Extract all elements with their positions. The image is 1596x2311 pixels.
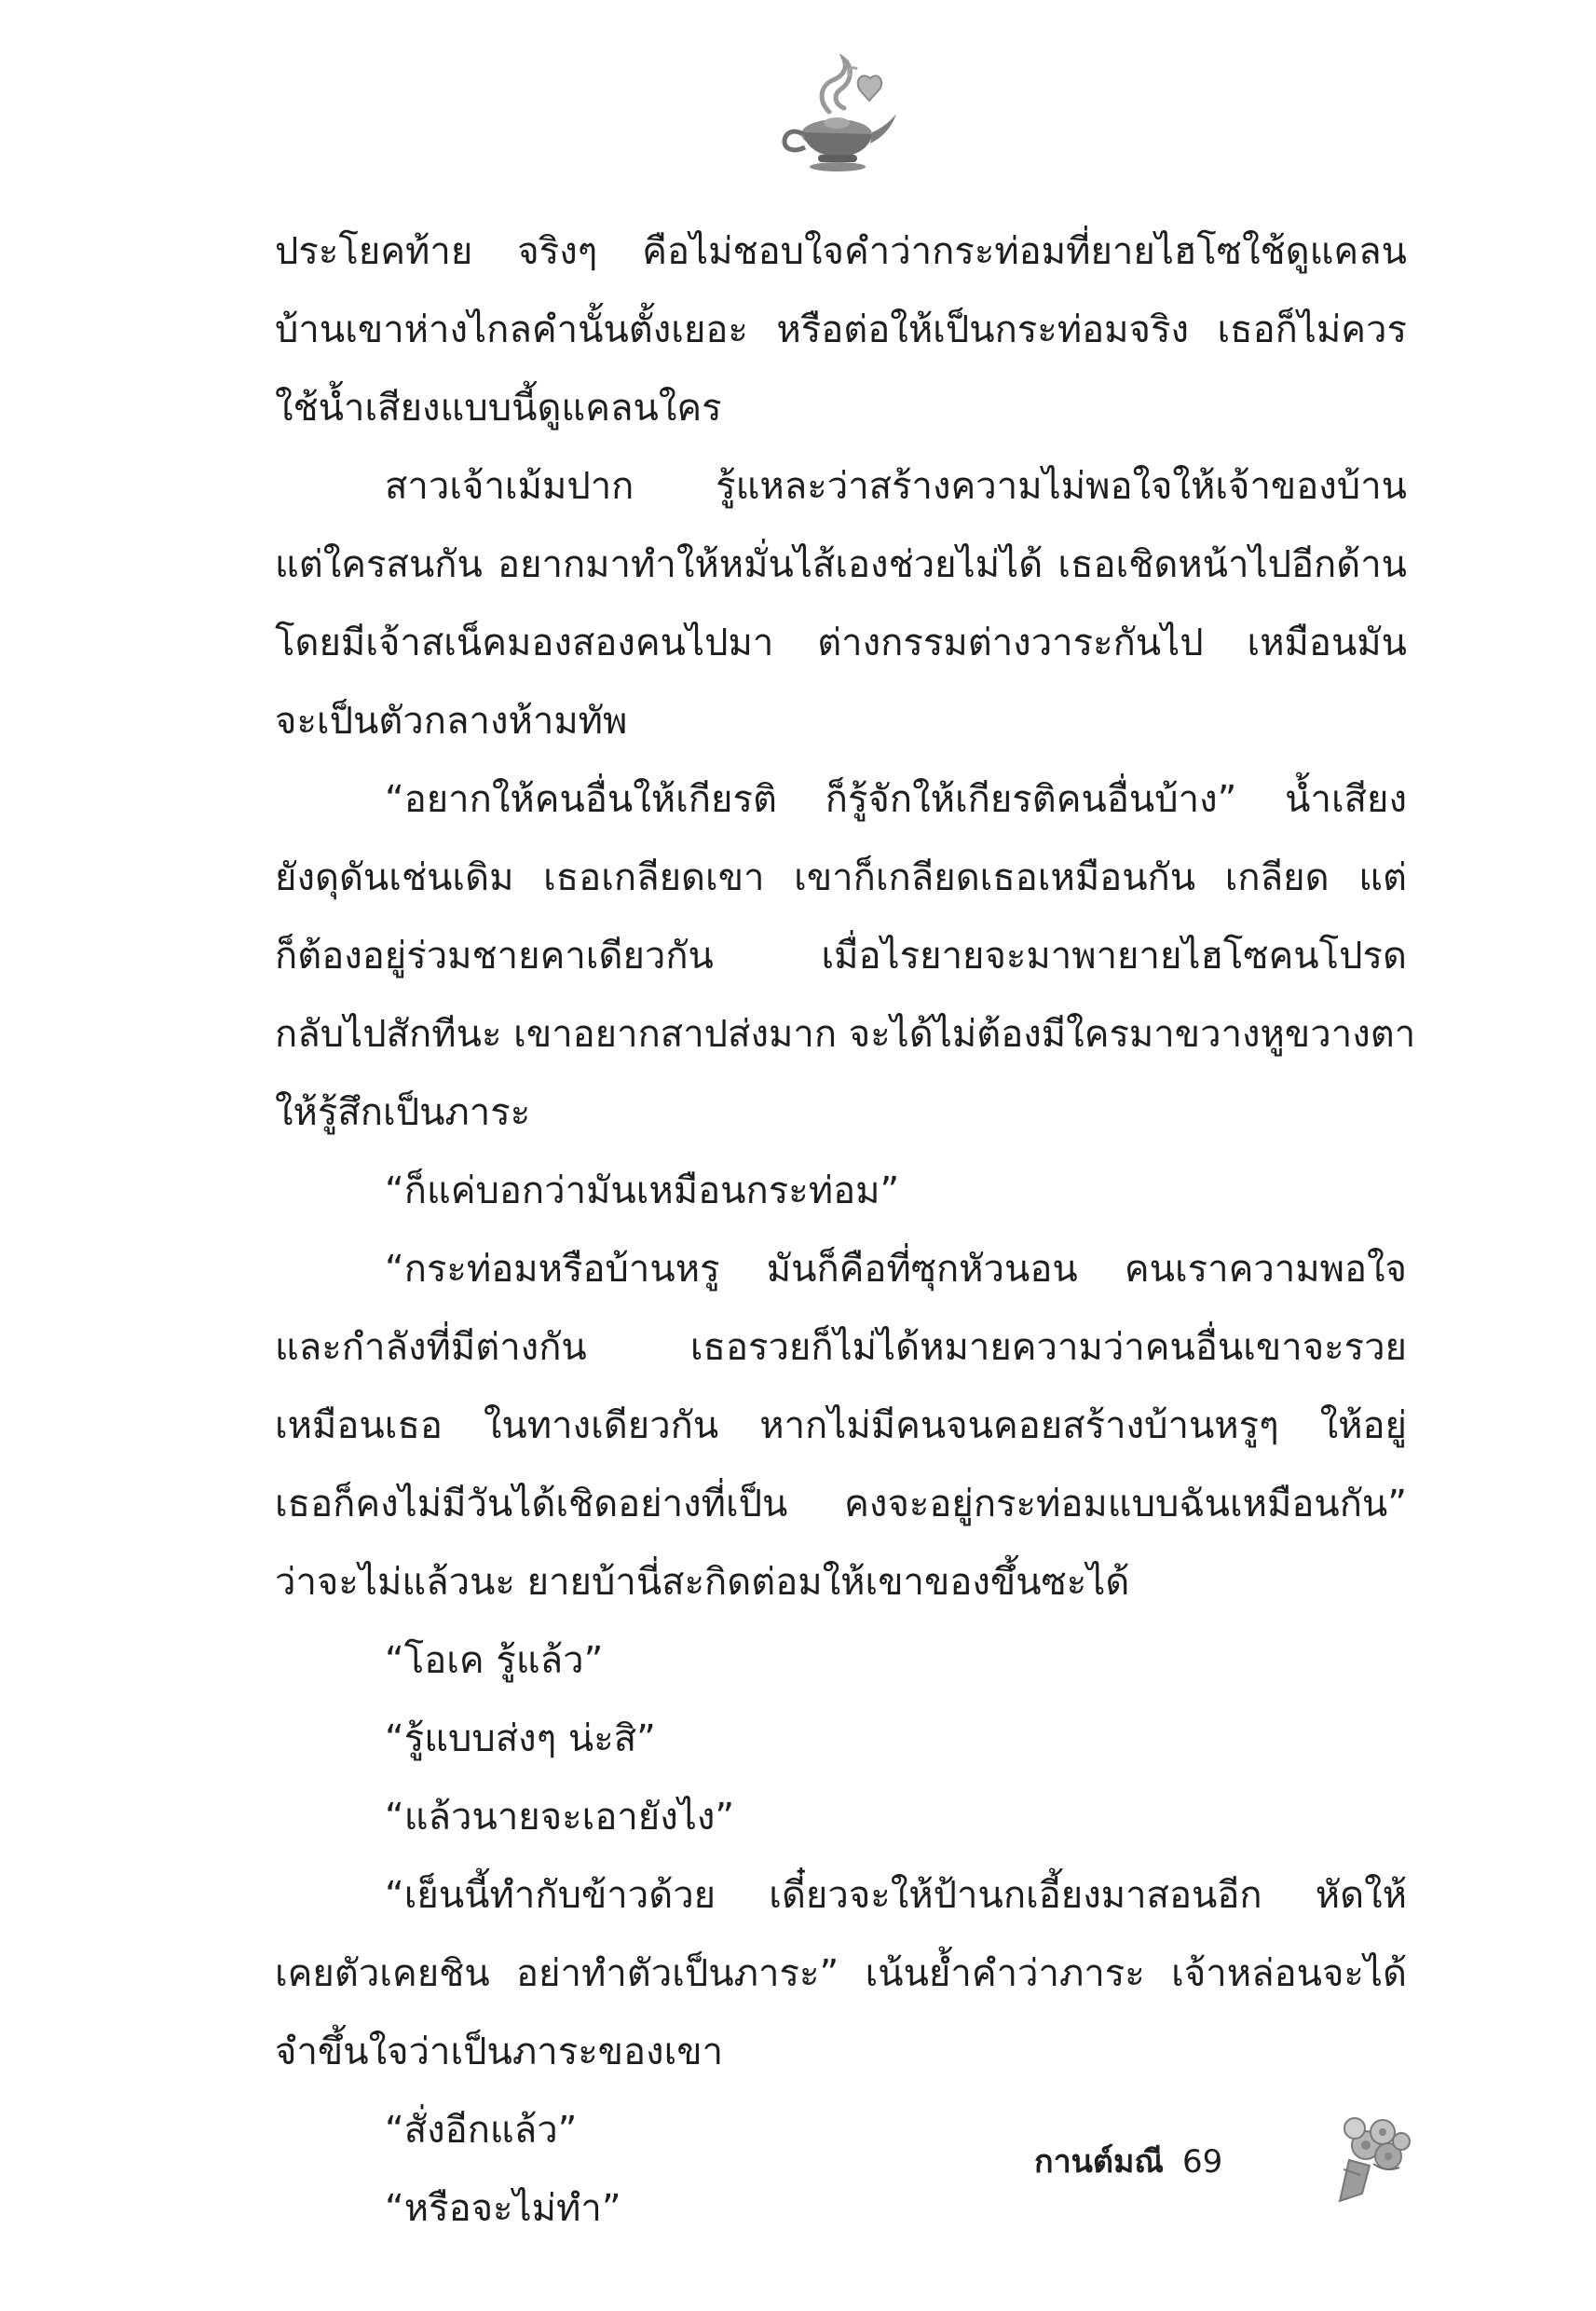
text-line: ยังดุดันเช่นเดิม เธอเกลียดเขา เขาก็เกลียดเธอเหมือนกัน เกลียด แต่ bbox=[275, 856, 1407, 899]
text-line: “สั่งอีกแล้ว” bbox=[385, 2109, 578, 2152]
text-line: ประโยคท้าย จริงๆ คือไม่ชอบใจคำว่ากระท่อมที่ยายไฮโซใช้ดูแคลน bbox=[275, 230, 1407, 273]
text-line: “ก็แค่บอกว่ามันเหมือนกระท่อม” bbox=[385, 1169, 900, 1212]
text-line: จำขึ้นใจว่าเป็นภาระของเขา bbox=[275, 2031, 724, 2073]
text-line: ว่าจะไม่แล้วนะ ยายบ้านี่สะกิดต่อมให้เขาของขึ้นซะได้ bbox=[275, 1561, 1130, 1604]
text-line: และกำลังที่มีต่างกัน เธอรวยก็ไม่ได้หมายความว่าคนอื่นเขาจะรวย bbox=[275, 1326, 1407, 1369]
text-line: สาวเจ้าเม้มปาก รู้แหละว่าสร้างความไม่พอใจให้เจ้าของบ้าน bbox=[385, 465, 1407, 508]
text-line: “รู้แบบส่งๆ น่ะสิ” bbox=[385, 1717, 656, 1760]
text-line: แต่ใครสนกัน อยากมาทำให้หมั่นไส้เองช่วยไม่ได้ เธอเชิดหน้าไปอีกด้าน bbox=[275, 543, 1407, 586]
text-line: เธอก็คงไม่มีวันได้เชิดอย่างที่เป็น คงจะอยู่กระท่อมแบบฉันเหมือนกัน” bbox=[275, 1483, 1407, 1525]
text-line: จะเป็นตัวกลางห้ามทัพ bbox=[275, 700, 628, 743]
text-line: ใช้น้ำเสียงแบบนี้ดูแคลนใคร bbox=[275, 387, 722, 430]
text-line: บ้านเขาห่างไกลคำนั้นตั้งเยอะ หรือต่อให้เป็นกระท่อมจริง เธอก็ไม่ควร bbox=[275, 308, 1407, 351]
page-number: 69 bbox=[1181, 2143, 1223, 2181]
text-line: “หรือจะไม่ทำ” bbox=[385, 2187, 621, 2230]
book-title: กานต์มณี bbox=[1034, 2143, 1164, 2181]
genie-lamp-icon bbox=[764, 54, 904, 175]
text-line: ให้รู้สึกเป็นภาระ bbox=[275, 1091, 531, 1134]
text-line: ก็ต้องอยู่ร่วมชายคาเดียวกัน เมื่อไรยายจะมาพายายไฮโซคนโปรด bbox=[275, 935, 1407, 978]
text-line: เหมือนเธอ ในทางเดียวกัน หากไม่มีคนจนคอยสร้างบ้านหรูๆ ให้อยู่ bbox=[275, 1404, 1407, 1447]
text-line: โดยมีเจ้าสเน็คมองสองคนไปมา ต่างกรรมต่างวาระกันไป เหมือนมัน bbox=[275, 622, 1407, 664]
text-line: “เย็นนี้ทำกับข้าวด้วย เดี๋ยวจะให้ป้านกเอี้ยงมาสอนอีก หัดให้ bbox=[385, 1874, 1407, 1917]
text-line: “อยากให้คนอื่นให้เกียรติ ก็รู้จักให้เกียรติคนอื่นบ้าง” น้ำเสียง bbox=[385, 778, 1407, 821]
text-line: กลับไปสักทีนะ เขาอยากสาปส่งมาก จะได้ไม่ต้องมีใครมาขวางหูขวางตา bbox=[275, 1013, 1416, 1056]
text-line: เคยตัวเคยชิน อย่าทำตัวเป็นภาระ” เน้นย้ำคำว่าภาระ เจ้าหล่อนจะได้ bbox=[275, 1952, 1407, 1995]
body-text bbox=[275, 212, 1416, 2248]
text-line: “กระท่อมหรือบ้านหรู มันก็คือที่ซุกหัวนอน คนเราความพอใจ bbox=[385, 1248, 1407, 1291]
running-footer bbox=[1034, 2134, 1222, 2190]
text-line: “แล้วนายจะเอายังไง” bbox=[385, 1796, 735, 1839]
text-line: “โอเค รู้แล้ว” bbox=[385, 1639, 604, 1682]
flower-bouquet-icon bbox=[1321, 2104, 1414, 2207]
